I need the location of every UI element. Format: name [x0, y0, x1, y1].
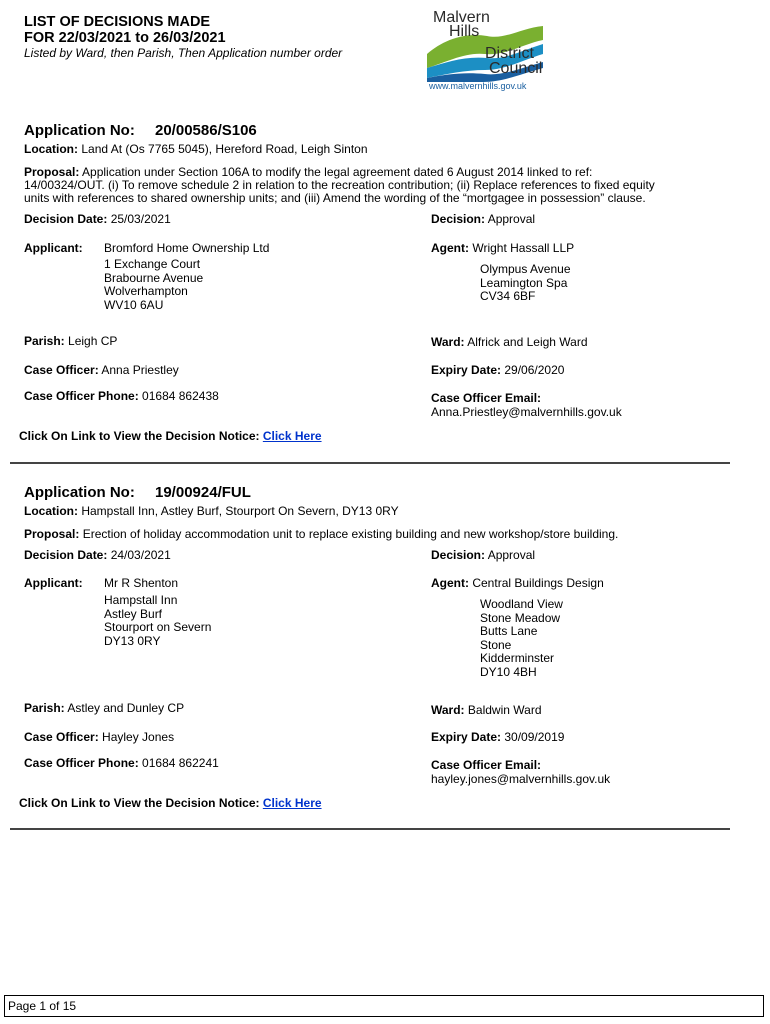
proposal-line-3: units with references to shared ownership units; and (iii) Amend the wording of the “mortgagee in possession” clause.: [24, 191, 646, 205]
location-row: [24, 505, 399, 519]
case-officer-email-label: Case Officer Email:: [431, 758, 542, 772]
location-label: Location:: [24, 142, 78, 156]
case-officer-value: Hayley Jones: [102, 730, 175, 744]
agent-address: Olympus Avenue Leamington Spa CV34 6BF: [480, 262, 571, 303]
case-officer-value: Anna Priestley: [101, 363, 179, 377]
decision-date-value: 24/03/2021: [110, 548, 171, 562]
decision-notice-prompt: Click On Link to View the Decision Notice:: [19, 796, 260, 810]
agent-row: [431, 242, 574, 256]
expiry-date-row: [431, 731, 564, 745]
expiry-date-value: 30/09/2019: [504, 730, 565, 744]
decision-label: Decision:: [431, 548, 486, 562]
parish-row: [24, 702, 184, 716]
logo-line-3: District: [485, 45, 534, 62]
agent-row: [431, 577, 604, 591]
case-officer-row: [24, 364, 179, 378]
case-officer-phone-label: Case Officer Phone:: [24, 389, 139, 403]
decision-row: [431, 213, 535, 227]
logo-url: www.malvernhills.gov.uk: [429, 81, 527, 91]
page-footer: [4, 995, 764, 1017]
report-subtitle: Listed by Ward, then Parish, Then Application number order: [24, 46, 343, 60]
application-number-label: Application No:: [24, 122, 135, 139]
agent-label: Agent:: [431, 576, 469, 590]
expiry-date-label: Expiry Date:: [431, 730, 502, 744]
applicant-address: 1 Exchange Court Brabourne Avenue Wolverhampton WV10 6AU: [104, 257, 204, 312]
proposal-label: Proposal:: [24, 527, 80, 541]
application-number: 19/00924/FUL: [155, 484, 251, 501]
case-officer-email-label: Case Officer Email:: [431, 391, 542, 405]
application-number: 20/00586/S106: [155, 122, 257, 139]
case-officer-phone-row: [24, 757, 219, 771]
ward-label: Ward:: [431, 335, 465, 349]
decision-notice-link[interactable]: Click Here: [262, 796, 322, 810]
section-divider: [10, 828, 730, 830]
decision-notice-row: [19, 430, 322, 444]
expiry-date-row: [431, 364, 564, 378]
applicant-address: Hampstall Inn Astley Burf Stourport on Severn DY13 0RY: [104, 593, 212, 648]
case-officer-phone-label: Case Officer Phone:: [24, 756, 139, 770]
page-number: Page 1 of 15: [8, 999, 77, 1013]
logo-line-2: Hills: [449, 23, 480, 40]
applicant-label: Applicant:: [24, 241, 83, 255]
decision-notice-row: [19, 797, 322, 811]
location-label: Location:: [24, 504, 78, 518]
case-officer-phone-row: [24, 390, 219, 404]
decision-notice-link[interactable]: Click Here: [262, 429, 322, 443]
parish-row: [24, 335, 117, 349]
proposal-line-2: 14/00324/OUT. (i) To remove schedule 2 in relation to the recreation contribution; (ii) Replace references to fixed equity: [24, 178, 655, 192]
application-number-label: Application No:: [24, 484, 135, 501]
case-officer-label: Case Officer:: [24, 363, 99, 377]
proposal-text: Erection of holiday accommodation unit to replace existing building and new workshop/store building.: [82, 527, 619, 541]
decision-label: Decision:: [431, 212, 486, 226]
case-officer-email-value: Anna.Priestley@malvernhills.gov.uk: [431, 405, 622, 419]
expiry-date-label: Expiry Date:: [431, 363, 502, 377]
ward-row: [431, 336, 588, 350]
applicant-name: Bromford Home Ownership Ltd: [104, 241, 270, 255]
proposal-text: Application under Section 106A to modify the legal agreement dated 6 August 2014 linked to ref:: [82, 165, 593, 179]
case-officer-email-value: hayley.jones@malvernhills.gov.uk: [431, 772, 611, 786]
proposal-line-1: [24, 528, 618, 542]
agent-address: Woodland View Stone Meadow Butts Lane Stone Kidderminster DY10 4BH: [480, 597, 563, 679]
decision-value: Approval: [487, 212, 536, 226]
parish-label: Parish:: [24, 334, 65, 348]
decision-date-row: [24, 213, 171, 227]
section-divider: [10, 462, 730, 464]
ward-value: Alfrick and Leigh Ward: [467, 335, 588, 349]
logo-line-1: Malvern: [433, 9, 490, 26]
council-logo: [425, 10, 555, 95]
case-officer-label: Case Officer:: [24, 730, 99, 744]
decision-value: Approval: [487, 548, 536, 562]
decision-date-label: Decision Date:: [24, 212, 108, 226]
parish-value: Leigh CP: [68, 334, 118, 348]
location-row: [24, 143, 368, 157]
report-date-range: FOR 22/03/2021 to 26/03/2021: [24, 30, 226, 46]
case-officer-row: [24, 731, 174, 745]
applicant-name: Mr R Shenton: [104, 576, 179, 590]
proposal-label: Proposal:: [24, 165, 80, 179]
agent-name: Central Buildings Design: [472, 576, 604, 590]
decision-row: [431, 549, 535, 563]
ward-row: [431, 704, 542, 718]
decision-date-row: [24, 549, 171, 563]
report-title: LIST OF DECISIONS MADE: [24, 14, 211, 30]
ward-value: Baldwin Ward: [467, 703, 542, 717]
case-officer-phone-value: 01684 862438: [142, 389, 219, 403]
decision-notice-prompt: Click On Link to View the Decision Notice:: [19, 429, 260, 443]
parish-value: Astley and Dunley CP: [67, 701, 185, 715]
location-value: Hampstall Inn, Astley Burf, Stourport On Severn, DY13 0RY: [81, 504, 399, 518]
case-officer-phone-value: 01684 862241: [142, 756, 219, 770]
decision-date-value: 25/03/2021: [110, 212, 171, 226]
decision-date-label: Decision Date:: [24, 548, 108, 562]
logo-line-4: Council: [489, 60, 543, 77]
agent-label: Agent:: [431, 241, 469, 255]
applicant-label: Applicant:: [24, 576, 83, 590]
parish-label: Parish:: [24, 701, 65, 715]
location-value: Land At (Os 7765 5045), Hereford Road, Leigh Sinton: [81, 142, 368, 156]
expiry-date-value: 29/06/2020: [504, 363, 565, 377]
agent-name: Wright Hassall LLP: [472, 241, 575, 255]
ward-label: Ward:: [431, 703, 465, 717]
